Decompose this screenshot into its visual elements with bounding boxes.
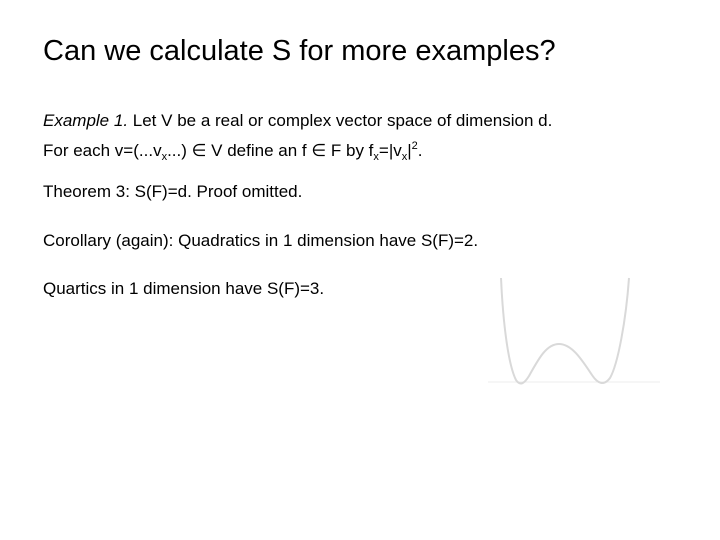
example-line-2 <box>43 135 423 168</box>
text-segment: | <box>407 141 412 160</box>
quartic-curve <box>501 278 629 383</box>
text-segment: For each v=(...v <box>43 141 162 160</box>
slide-title: Can we calculate S for more examples? <box>43 35 556 67</box>
text-segment: . <box>417 141 423 160</box>
subscript: x <box>161 151 168 163</box>
theorem-line: Theorem 3: S(F)=d. Proof omitted. <box>43 182 303 201</box>
subscript: x <box>373 151 379 163</box>
superscript: 2 <box>411 140 418 152</box>
quartic-curve-figure <box>486 272 666 387</box>
text-segment: =|v <box>378 141 402 160</box>
corollary-line: Corollary (again): Quadratics in 1 dimension have S(F)=2. <box>43 231 479 250</box>
text-segment: ...) ∈ V define an f ∈ F by f <box>167 141 374 160</box>
example-line-1 <box>43 110 552 132</box>
example-label: Example 1. <box>43 111 129 130</box>
example-text: Let V be a real or complex vector space of dimension d. <box>128 111 553 130</box>
subscript: x <box>401 151 408 163</box>
quartics-line: Quartics in 1 dimension have S(F)=3. <box>43 279 325 298</box>
